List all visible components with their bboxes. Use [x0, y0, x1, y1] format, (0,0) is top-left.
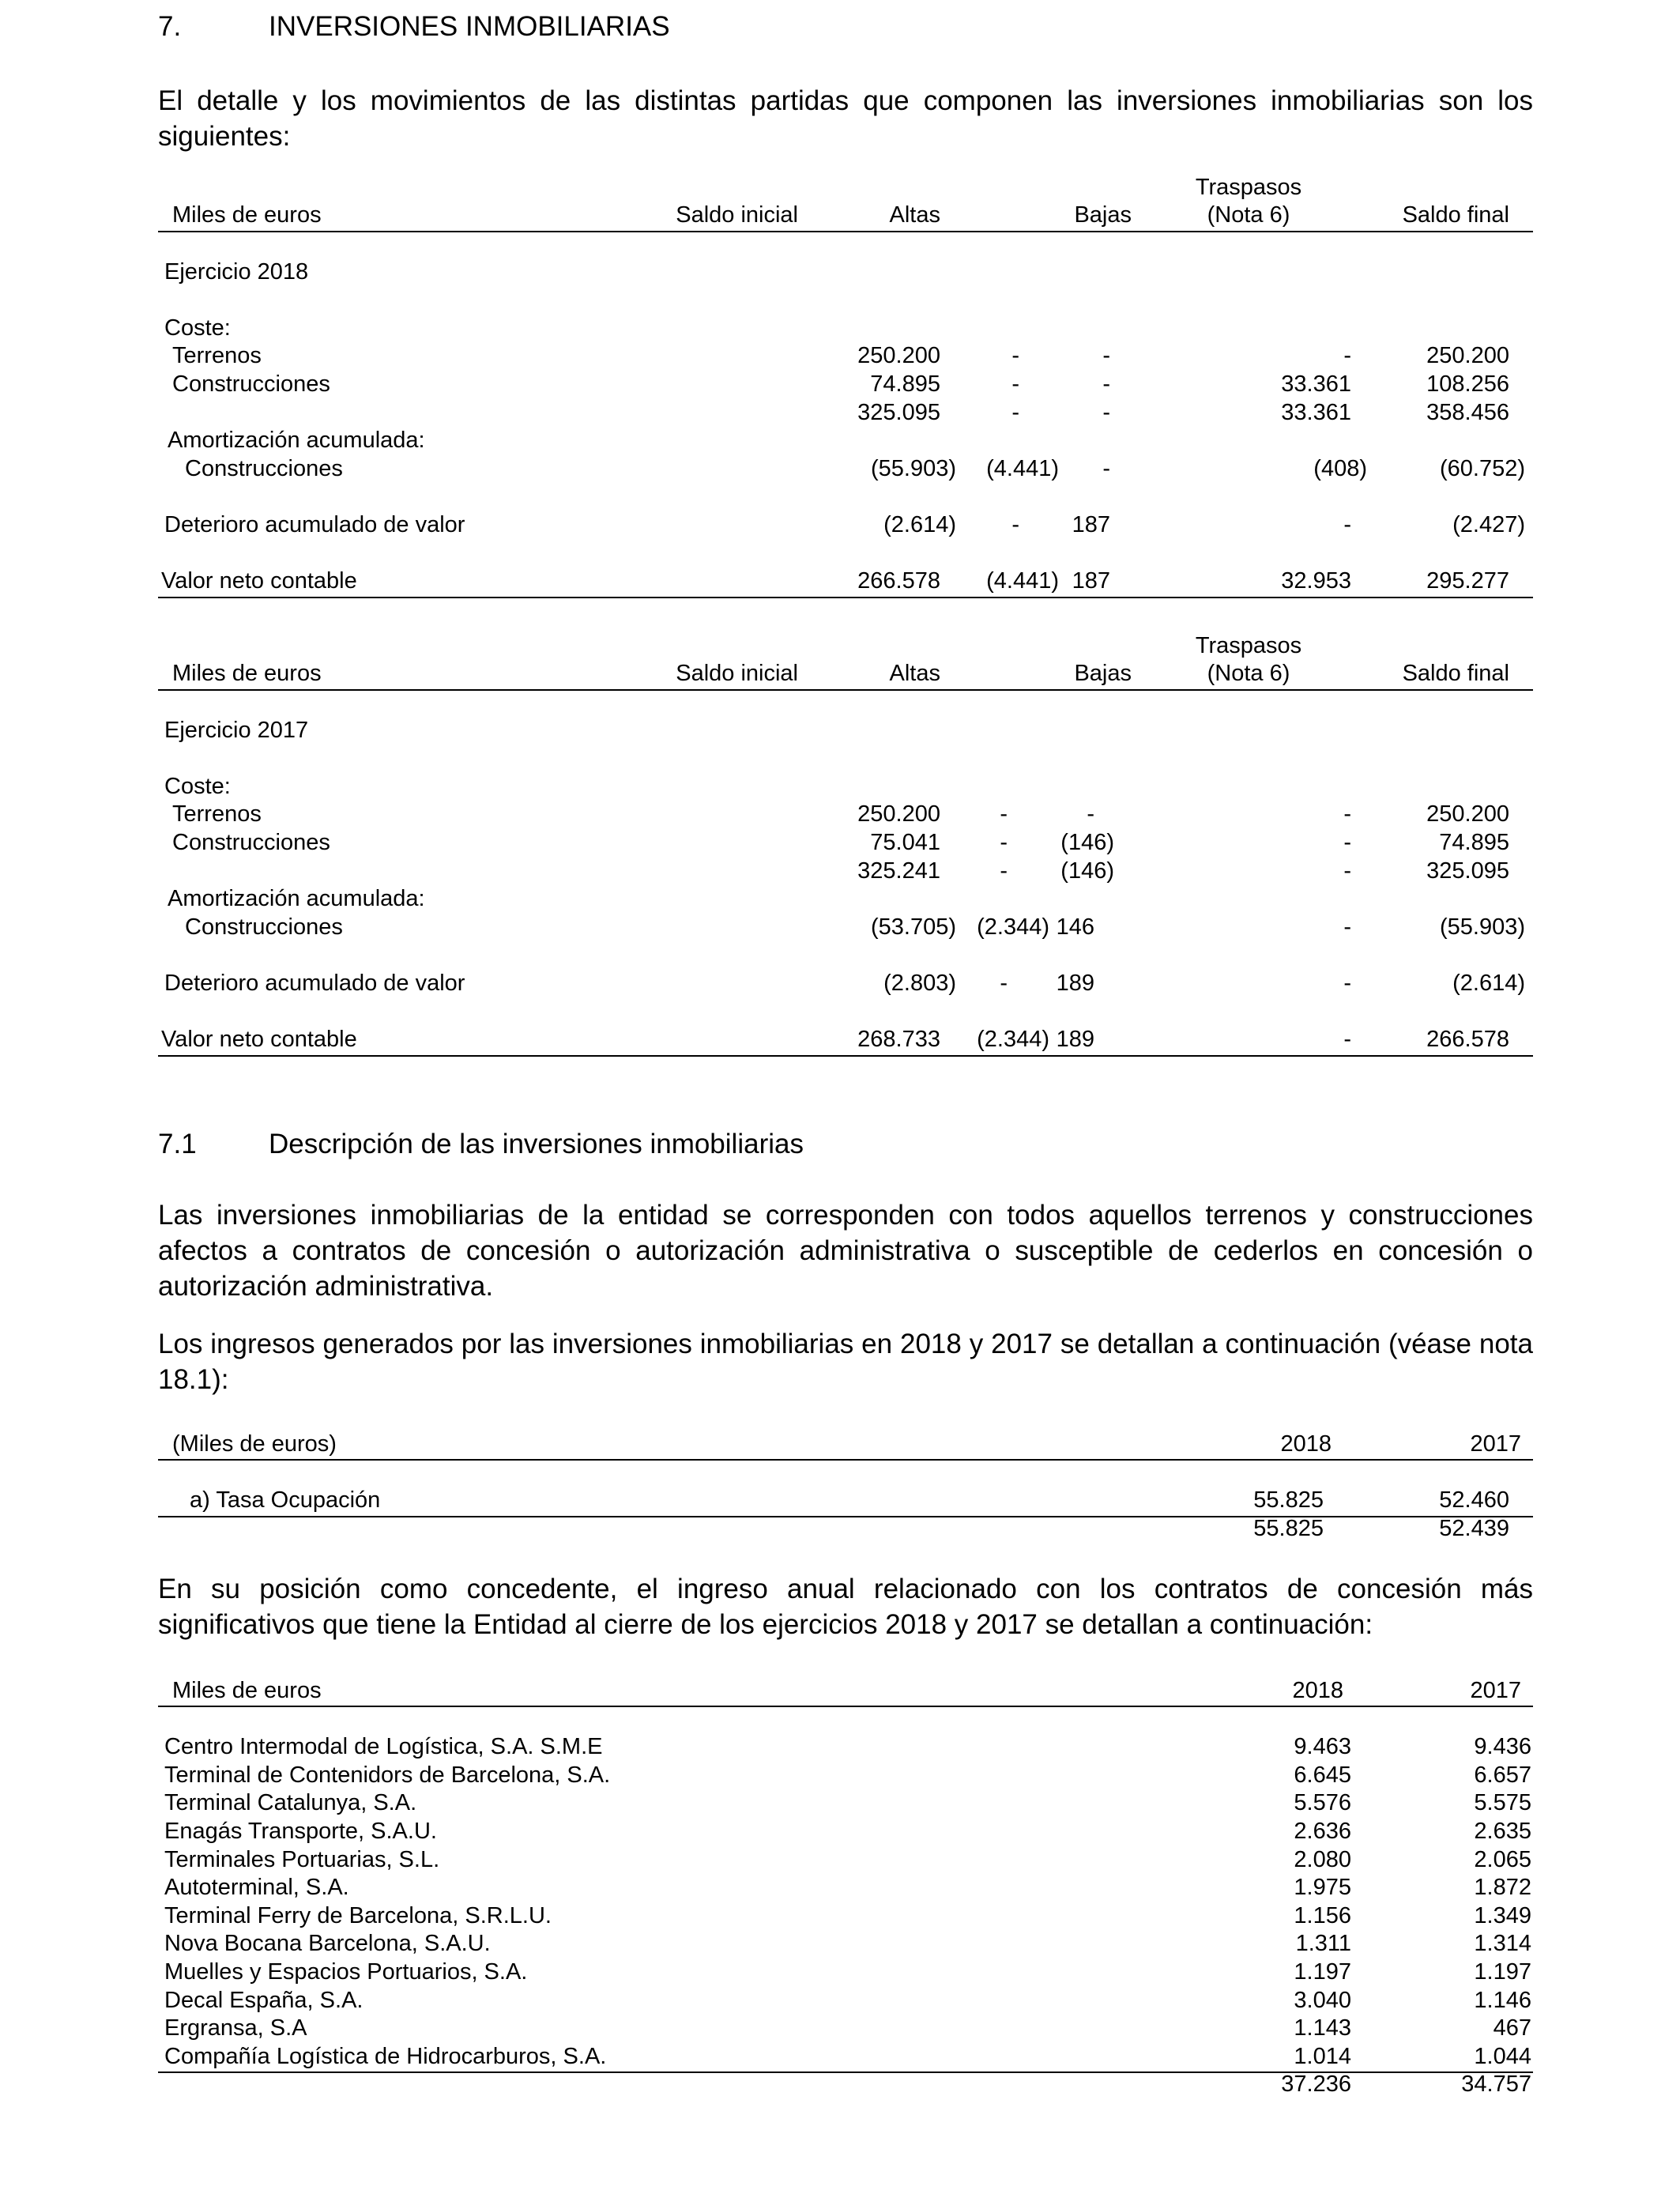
- table-row: Nova Bocana Barcelona, S.A.U. 1.311 1.314: [164, 1931, 1531, 1957]
- table-row: Deterioro acumulado de valor (2.803) - 189 - (2.614): [164, 970, 1525, 996]
- table-row: Terminal Catalunya, S.A. 5.576 5.575: [164, 1790, 1531, 1816]
- movements-table-2017: [158, 632, 1533, 1054]
- coste-label: Coste:: [164, 315, 231, 341]
- ejercicio-label: Ejercicio 2017: [164, 717, 309, 743]
- total-row: Valor neto contable 266.578 (4.441) 187 32.953 295.277: [161, 568, 1509, 594]
- description-paragraph: Las inversiones inmobiliarias de la entidad se corresponden con todos aquellos terrenos y construcciones afectos a contratos de concesión o autorización administrativa o susceptible de cederlos en concesión o autorización administrativa.: [158, 1200, 1533, 1302]
- income-intro-paragraph: Los ingresos generados por las inversiones inmobiliarias en 2018 y 2017 se detallan a continuación (véase nota 18.1):: [158, 1329, 1533, 1395]
- table-row: Centro Intermodal de Logística, S.A. S.M.E 9.463 9.436: [164, 1734, 1531, 1760]
- total-row: 37.236 34.757: [1281, 2071, 1531, 2098]
- intro-paragraph: El detalle y los movimientos de las distintas partidas que componen las inversiones inmobiliarias son los siguientes:: [158, 85, 1533, 152]
- table-header: [158, 632, 1533, 688]
- header-saldo-final: Saldo final: [1402, 661, 1509, 686]
- table-row: Construcciones 74.895 - - 33.361 108.256: [172, 371, 1509, 397]
- table-header: Miles de euros 2018 2017: [172, 1678, 1521, 1703]
- income-table: [158, 1431, 1533, 1543]
- amort-label: Amortización acumulada:: [168, 428, 425, 454]
- table-row: Terrenos 250.200 - - - 250.200: [172, 801, 1509, 827]
- header-bajas: Bajas: [1074, 202, 1132, 228]
- table-row: Terminales Portuarias, S.L. 2.080 2.065: [164, 1846, 1531, 1872]
- table-row: Construcciones 75.041 - (146) - 74.895: [172, 829, 1509, 855]
- concessions-intro-paragraph: En su posición como concedente, el ingreso anual relacionado con los contratos de concesión más significativos que tiene la Entidad al cierre de los ejercicios 2018 y 2017 se detallan a continuación:: [158, 1574, 1533, 1640]
- header-rule: [158, 689, 1533, 691]
- table-row: Enagás Transporte, S.A.U. 2.636 2.635: [164, 1818, 1531, 1844]
- table-header: (Miles de euros) 2018 2017: [172, 1431, 1521, 1457]
- table-row: Deterioro acumulado de valor (2.614) - 187 - (2.427): [164, 511, 1525, 537]
- header-rule: [158, 1459, 1533, 1461]
- header-saldo-inicial: Saldo inicial: [676, 661, 798, 686]
- table-bottom-rule: [158, 1055, 1533, 1057]
- section-number: 7.1: [158, 1129, 197, 1159]
- table-row: Terminal de Contenidors de Barcelona, S.A. 6.645 6.657: [164, 1762, 1531, 1788]
- table-row: Compañía Logística de Hidrocarburos, S.A. 1.014 1.044: [164, 2043, 1531, 2069]
- table-row: a) Tasa Ocupación 55.825 52.460: [190, 1487, 1509, 1514]
- header-label: Miles de euros: [172, 202, 322, 228]
- table-bottom-rule: [158, 597, 1533, 598]
- table-row: Terrenos 250.200 - - - 250.200: [172, 343, 1509, 369]
- header-nota: (Nota 6): [1207, 661, 1290, 686]
- header-saldo-inicial: Saldo inicial: [676, 202, 798, 228]
- subtotal-row: 325.095 - - 33.361 358.456: [857, 399, 1509, 425]
- table-row: Construcciones (53.705) (2.344) 146 - (55.903): [185, 914, 1525, 940]
- table-row: Construcciones (55.903) (4.441) - (408) (60.752): [185, 455, 1525, 481]
- table-header: [158, 174, 1533, 230]
- concessions-table: [158, 1677, 1533, 2099]
- header-saldo-final: Saldo final: [1402, 202, 1509, 228]
- header-rule: [158, 231, 1533, 232]
- table-row: Muelles y Espacios Portuarios, S.A. 1.197 1.197: [164, 1958, 1531, 1985]
- ejercicio-label: Ejercicio 2018: [164, 258, 309, 285]
- header-traspasos: Traspasos: [1195, 633, 1302, 658]
- movements-table-2018: [158, 174, 1533, 596]
- table-row: Ergransa, S.A 1.143 467: [164, 2015, 1531, 2041]
- subtotal-row: 325.241 - (146) - 325.095: [857, 858, 1509, 884]
- table-row: Terminal Ferry de Barcelona, S.R.L.U. 1.156 1.349: [164, 1902, 1531, 1928]
- header-altas: Altas: [889, 661, 940, 686]
- header-nota: (Nota 6): [1207, 202, 1290, 228]
- header-altas: Altas: [889, 202, 940, 228]
- table-row: Decal España, S.A. 3.040 1.146: [164, 1987, 1531, 2013]
- header-bajas: Bajas: [1074, 661, 1132, 686]
- total-row: 55.825 52.439: [1253, 1515, 1509, 1541]
- total-row: Valor neto contable 268.733 (2.344) 189 - 266.578: [161, 1027, 1509, 1053]
- header-rule: [158, 1706, 1533, 1707]
- table-row: Autoterminal, S.A. 1.975 1.872: [164, 1875, 1531, 1901]
- header-label: Miles de euros: [172, 661, 322, 686]
- amort-label: Amortización acumulada:: [168, 886, 425, 912]
- coste-label: Coste:: [164, 773, 231, 799]
- section-title: INVERSIONES INMOBILIARIAS: [269, 11, 670, 42]
- header-traspasos: Traspasos: [1195, 175, 1302, 200]
- section-number: 7.: [158, 11, 182, 42]
- section-title: Descripción de las inversiones inmobiliarias: [269, 1129, 804, 1159]
